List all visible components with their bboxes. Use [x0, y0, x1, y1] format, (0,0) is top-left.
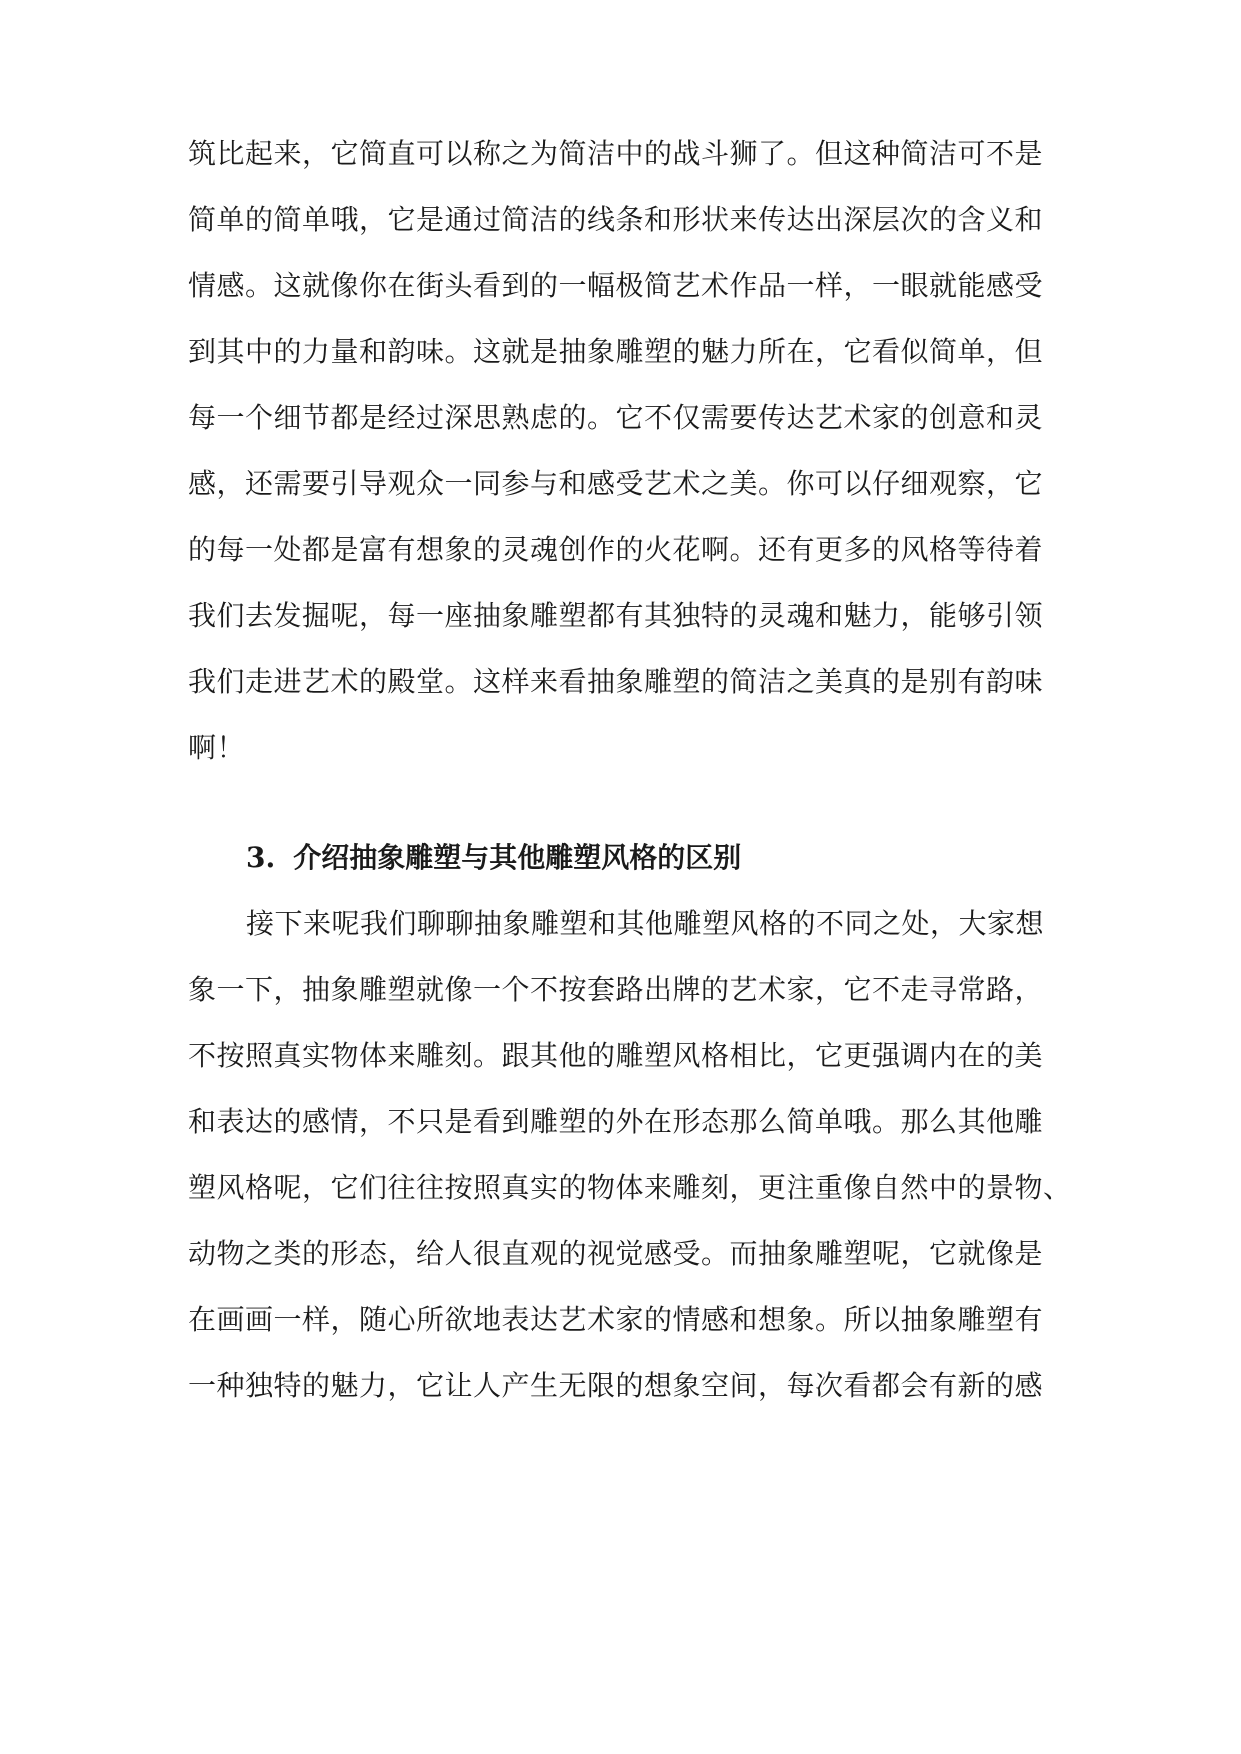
paragraph-1-line-5: 每一个细节都是经过深思熟虑的。它不仅需要传达艺术家的创意和灵 — [188, 401, 1044, 434]
paragraph-2-line-7: 在画画一样，随心所欲地表达艺术家的情感和想象。所以抽象雕塑有 — [188, 1303, 1044, 1336]
paragraph-1-line-8: 我们去发掘呢，每一座抽象雕塑都有其独特的灵魂和魅力，能够引领 — [188, 599, 1044, 632]
paragraph-1-line-1: 筑比起来，它简直可以称之为简洁中的战斗狮了。但这种简洁可不是 — [188, 137, 1044, 170]
paragraph-2-line-5: 塑风格呢，它们往往按照真实的物体来雕刻，更注重像自然中的景物、 — [188, 1171, 1072, 1204]
paragraph-2-line-2: 象一下，抽象雕塑就像一个不按套路出牌的艺术家，它不走寻常路， — [188, 973, 1044, 1006]
paragraph-1-line-7: 的每一处都是富有想象的灵魂创作的火花啊。还有更多的风格等待着 — [188, 533, 1044, 566]
paragraph-1-line-9: 我们走进艺术的殿堂。这样来看抽象雕塑的简洁之美真的是别有韵味 — [188, 665, 1044, 698]
paragraph-1-line-10: 啊！ — [188, 731, 246, 764]
paragraph-1-line-6: 感，还需要引导观众一同参与和感受艺术之美。你可以仔细观察，它 — [188, 467, 1044, 500]
paragraph-1-line-2: 简单的简单哦，它是通过简洁的线条和形状来传达出深层次的含义和 — [188, 203, 1044, 236]
paragraph-2-line-3: 不按照真实物体来雕刻。跟其他的雕塑风格相比，它更强调内在的美 — [188, 1039, 1044, 1072]
paragraph-2-line-4: 和表达的感情，不只是看到雕塑的外在形态那么简单哦。那么其他雕 — [188, 1105, 1044, 1138]
section-title: 介绍抽象雕塑与其他雕塑风格的区别 — [293, 841, 742, 874]
section-number: 3. — [246, 841, 276, 874]
paragraph-2-line-6: 动物之类的形态，给人很直观的视觉感受。而抽象雕塑呢，它就像是 — [188, 1237, 1044, 1270]
paragraph-1-line-3: 情感。这就像你在街头看到的一幅极简艺术作品一样，一眼就能感受 — [188, 269, 1044, 302]
paragraph-1-line-4: 到其中的力量和韵味。这就是抽象雕塑的魅力所在，它看似简单，但 — [188, 335, 1044, 368]
section-heading — [246, 840, 741, 876]
paragraph-2-line-8: 一种独特的魅力，它让人产生无限的想象空间，每次看都会有新的感 — [188, 1369, 1044, 1402]
paragraph-2-line-1: 接下来呢我们聊聊抽象雕塑和其他雕塑风格的不同之处，大家想 — [246, 907, 1045, 940]
